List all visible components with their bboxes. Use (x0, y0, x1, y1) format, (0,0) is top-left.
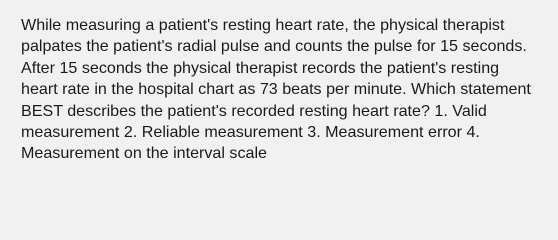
question-text: While measuring a patient's resting heart rate, the physical therapist palpates the patient's radial pulse and counts the pulse for 15 seconds. After 15 seconds the physical therapist records the patient's resting heart rate in the hospital chart as 73 beats per minute. Which statement BEST describes the patient's recorded resting heart rate? 1. Valid measurement 2. Reliable measurement 3. Measurement error 4. Measurement on the interval scale (21, 16, 531, 163)
